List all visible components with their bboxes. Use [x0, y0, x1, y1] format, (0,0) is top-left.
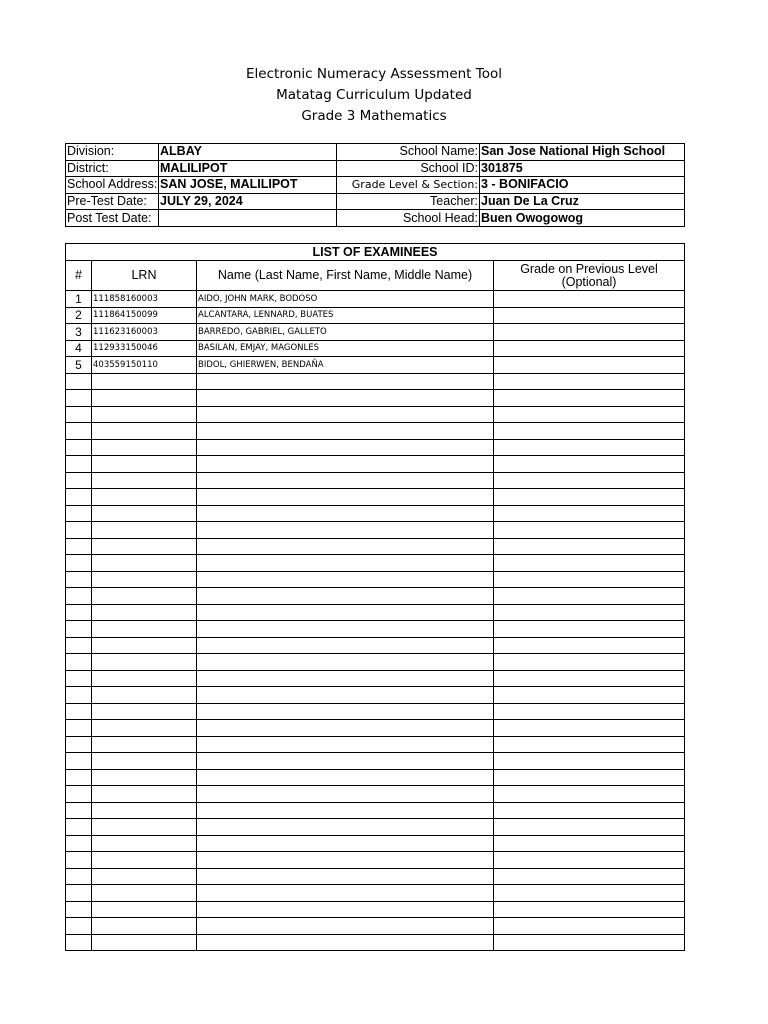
table-row	[66, 753, 685, 770]
name-cell[interactable]	[197, 423, 494, 440]
title-line-2: Matatag Curriculum Updated	[276, 87, 472, 103]
lrn-cell[interactable]	[92, 885, 197, 902]
table-row	[66, 769, 685, 786]
table-row	[66, 489, 685, 506]
name-cell[interactable]	[197, 918, 494, 935]
grade-section-label: Grade Level & Section:	[337, 177, 480, 194]
table-row	[66, 357, 685, 374]
previous-grade-cell[interactable]	[494, 852, 685, 869]
previous-grade-cell[interactable]	[494, 390, 685, 407]
title-line-3: Grade 3 Mathematics	[301, 108, 447, 124]
name-cell[interactable]	[197, 654, 494, 671]
table-row	[66, 522, 685, 539]
table-row	[66, 307, 685, 324]
previous-grade-cell[interactable]	[494, 555, 685, 572]
table-row	[66, 571, 685, 588]
division-value[interactable]: ALBAY	[159, 144, 337, 161]
previous-grade-cell[interactable]	[494, 918, 685, 935]
column-header-lrn: LRN	[92, 261, 197, 291]
school-id-value[interactable]: 301875	[480, 160, 685, 177]
previous-grade-cell[interactable]	[494, 868, 685, 885]
row-number-cell	[66, 901, 92, 918]
previous-grade-cell[interactable]	[494, 637, 685, 654]
table-row	[66, 703, 685, 720]
row-number-cell	[66, 753, 92, 770]
row-number-cell	[66, 423, 92, 440]
previous-grade-cell[interactable]	[494, 406, 685, 423]
table-row	[66, 423, 685, 440]
name-cell[interactable]: ALCANTARA, LENNARD, BUATES	[197, 307, 494, 324]
lrn-cell[interactable]	[92, 522, 197, 539]
previous-grade-cell[interactable]	[494, 769, 685, 786]
table-row	[66, 802, 685, 819]
table-row	[66, 538, 685, 555]
school-name-value[interactable]: San Jose National High School	[480, 144, 685, 161]
info-row	[66, 193, 685, 210]
previous-grade-cell[interactable]	[494, 373, 685, 390]
title-line-1: Electronic Numeracy Assessment Tool	[246, 66, 502, 82]
previous-grade-cell[interactable]	[494, 753, 685, 770]
info-row	[66, 160, 685, 177]
row-number-cell: 1	[66, 291, 92, 308]
name-cell[interactable]	[197, 885, 494, 902]
lrn-cell[interactable]	[92, 505, 197, 522]
previous-grade-cell[interactable]	[494, 291, 685, 308]
row-number-cell	[66, 654, 92, 671]
previous-grade-cell[interactable]	[494, 324, 685, 341]
row-number-cell	[66, 736, 92, 753]
row-number-cell	[66, 621, 92, 638]
row-number-cell	[66, 489, 92, 506]
lrn-cell[interactable]	[92, 373, 197, 390]
school-head-value[interactable]: Buen Owogowog	[480, 210, 685, 227]
row-number-cell	[66, 934, 92, 951]
lrn-cell[interactable]	[92, 489, 197, 506]
row-number-cell	[66, 786, 92, 803]
lrn-cell[interactable]	[92, 753, 197, 770]
previous-grade-cell[interactable]	[494, 522, 685, 539]
row-number-cell: 5	[66, 357, 92, 374]
lrn-cell[interactable]	[92, 423, 197, 440]
previous-grade-cell[interactable]	[494, 901, 685, 918]
row-number-cell: 3	[66, 324, 92, 341]
lrn-cell[interactable]	[92, 901, 197, 918]
list-heading: LIST OF EXAMINEES	[66, 244, 685, 261]
previous-grade-cell[interactable]	[494, 720, 685, 737]
table-row	[66, 885, 685, 902]
lrn-cell[interactable]	[92, 637, 197, 654]
pre-test-date-value[interactable]: JULY 29, 2024	[159, 193, 337, 210]
lrn-cell[interactable]	[92, 406, 197, 423]
lrn-cell[interactable]	[92, 670, 197, 687]
row-number-cell	[66, 868, 92, 885]
name-cell[interactable]	[197, 769, 494, 786]
table-row	[66, 819, 685, 836]
lrn-cell[interactable]: 403559150110	[92, 357, 197, 374]
district-value[interactable]: MALILIPOT	[159, 160, 337, 177]
name-cell[interactable]: BIDOL, GHIERWEN, BENDAÑA	[197, 357, 494, 374]
lrn-cell[interactable]	[92, 654, 197, 671]
row-number-cell	[66, 852, 92, 869]
name-cell[interactable]	[197, 571, 494, 588]
lrn-cell[interactable]	[92, 439, 197, 456]
name-cell[interactable]	[197, 621, 494, 638]
name-cell[interactable]	[197, 637, 494, 654]
table-row	[66, 621, 685, 638]
previous-grade-cell[interactable]	[494, 885, 685, 902]
previous-grade-cell[interactable]	[494, 505, 685, 522]
row-number-cell: 4	[66, 340, 92, 357]
name-cell[interactable]	[197, 802, 494, 819]
lrn-cell[interactable]	[92, 786, 197, 803]
column-header-number: #	[66, 261, 92, 291]
school-name-label: School Name:	[337, 144, 480, 161]
lrn-cell[interactable]	[92, 769, 197, 786]
table-row	[66, 637, 685, 654]
info-row	[66, 144, 685, 161]
row-number-cell	[66, 390, 92, 407]
row-number-cell	[66, 456, 92, 473]
name-cell[interactable]	[197, 390, 494, 407]
district-label: District:	[66, 160, 159, 177]
school-address-value[interactable]: SAN JOSE, MALILIPOT	[159, 177, 337, 194]
lrn-cell[interactable]: 111623160003	[92, 324, 197, 341]
document-title	[0, 64, 748, 127]
row-number-cell	[66, 522, 92, 539]
previous-grade-cell[interactable]	[494, 423, 685, 440]
name-cell[interactable]	[197, 406, 494, 423]
previous-grade-cell[interactable]	[494, 340, 685, 357]
previous-grade-cell[interactable]	[494, 703, 685, 720]
lrn-cell[interactable]	[92, 703, 197, 720]
lrn-cell[interactable]	[92, 852, 197, 869]
name-cell[interactable]	[197, 786, 494, 803]
table-row	[66, 439, 685, 456]
name-cell[interactable]	[197, 604, 494, 621]
table-row	[66, 373, 685, 390]
lrn-cell[interactable]	[92, 604, 197, 621]
name-cell[interactable]	[197, 901, 494, 918]
lrn-cell[interactable]	[92, 835, 197, 852]
row-number-cell	[66, 604, 92, 621]
table-row	[66, 918, 685, 935]
school-head-label: School Head:	[337, 210, 480, 227]
lrn-cell[interactable]	[92, 621, 197, 638]
name-cell[interactable]	[197, 819, 494, 836]
lrn-cell[interactable]	[92, 687, 197, 704]
lrn-cell[interactable]	[92, 555, 197, 572]
previous-grade-cell[interactable]	[494, 670, 685, 687]
lrn-cell[interactable]	[92, 588, 197, 605]
info-row	[66, 177, 685, 194]
row-number-cell	[66, 505, 92, 522]
name-cell[interactable]	[197, 753, 494, 770]
table-row	[66, 868, 685, 885]
teacher-label: Teacher:	[337, 193, 480, 210]
lrn-cell[interactable]	[92, 868, 197, 885]
name-cell[interactable]	[197, 538, 494, 555]
row-number-cell	[66, 802, 92, 819]
lrn-cell[interactable]: 111864150099	[92, 307, 197, 324]
name-cell[interactable]: AIDO, JOHN MARK, BODOSO	[197, 291, 494, 308]
lrn-cell[interactable]: 112933150046	[92, 340, 197, 357]
row-number-cell	[66, 406, 92, 423]
table-row	[66, 654, 685, 671]
name-cell[interactable]	[197, 703, 494, 720]
previous-grade-cell[interactable]	[494, 357, 685, 374]
row-number-cell: 2	[66, 307, 92, 324]
teacher-value[interactable]: Juan De La Cruz	[480, 193, 685, 210]
lrn-cell[interactable]	[92, 819, 197, 836]
table-row	[66, 670, 685, 687]
previous-grade-cell[interactable]	[494, 736, 685, 753]
table-row	[66, 720, 685, 737]
previous-grade-cell[interactable]	[494, 456, 685, 473]
name-cell[interactable]	[197, 687, 494, 704]
lrn-cell[interactable]	[92, 538, 197, 555]
row-number-cell	[66, 637, 92, 654]
table-row	[66, 291, 685, 308]
row-number-cell	[66, 835, 92, 852]
post-test-date-value[interactable]	[159, 210, 337, 227]
row-number-cell	[66, 687, 92, 704]
school-id-label: School ID:	[337, 160, 480, 177]
name-cell[interactable]	[197, 439, 494, 456]
previous-grade-cell[interactable]	[494, 835, 685, 852]
previous-grade-cell[interactable]	[494, 802, 685, 819]
name-cell[interactable]	[197, 588, 494, 605]
grade-section-value[interactable]: 3 - BONIFACIO	[480, 177, 685, 194]
division-label: Division:	[66, 144, 159, 161]
table-row	[66, 588, 685, 605]
column-header-name: Name (Last Name, First Name, Middle Name)	[197, 261, 494, 291]
name-cell[interactable]: BASILAN, EMJAY, MAGONLES	[197, 340, 494, 357]
info-row	[66, 210, 685, 227]
table-row	[66, 456, 685, 473]
previous-grade-cell[interactable]	[494, 439, 685, 456]
row-number-cell	[66, 571, 92, 588]
row-number-cell	[66, 720, 92, 737]
lrn-cell[interactable]	[92, 456, 197, 473]
previous-grade-cell[interactable]	[494, 621, 685, 638]
name-cell[interactable]	[197, 934, 494, 951]
previous-grade-cell[interactable]	[494, 819, 685, 836]
previous-grade-cell[interactable]	[494, 687, 685, 704]
table-row	[66, 852, 685, 869]
previous-grade-cell[interactable]	[494, 472, 685, 489]
row-number-cell	[66, 918, 92, 935]
name-cell[interactable]	[197, 489, 494, 506]
previous-grade-cell[interactable]	[494, 588, 685, 605]
column-header-grade: Grade on Previous Level (Optional)	[494, 261, 685, 291]
row-number-cell	[66, 885, 92, 902]
table-row	[66, 340, 685, 357]
previous-grade-cell[interactable]	[494, 786, 685, 803]
lrn-cell[interactable]	[92, 472, 197, 489]
previous-grade-cell[interactable]	[494, 654, 685, 671]
lrn-cell[interactable]	[92, 736, 197, 753]
lrn-cell[interactable]	[92, 720, 197, 737]
table-row	[66, 390, 685, 407]
table-row	[66, 505, 685, 522]
row-number-cell	[66, 472, 92, 489]
table-row	[66, 835, 685, 852]
row-number-cell	[66, 670, 92, 687]
name-cell[interactable]	[197, 835, 494, 852]
lrn-cell[interactable]	[92, 802, 197, 819]
school-address-label: School Address:	[67, 177, 158, 192]
table-row	[66, 901, 685, 918]
lrn-cell[interactable]	[92, 918, 197, 935]
row-number-cell	[66, 555, 92, 572]
table-row	[66, 687, 685, 704]
lrn-cell[interactable]	[92, 390, 197, 407]
name-cell[interactable]: BARREDO, GABRIEL, GALLETO	[197, 324, 494, 341]
lrn-cell[interactable]: 111858160003	[92, 291, 197, 308]
previous-grade-cell[interactable]	[494, 489, 685, 506]
name-cell[interactable]	[197, 852, 494, 869]
name-cell[interactable]	[197, 868, 494, 885]
row-number-cell	[66, 538, 92, 555]
examinees-table	[65, 243, 685, 951]
post-test-date-label: Post Test Date:	[66, 210, 159, 227]
row-number-cell	[66, 439, 92, 456]
table-row	[66, 324, 685, 341]
name-cell[interactable]	[197, 670, 494, 687]
previous-grade-cell[interactable]	[494, 307, 685, 324]
school-info-table	[65, 143, 685, 227]
table-row	[66, 934, 685, 951]
name-cell[interactable]	[197, 505, 494, 522]
table-row	[66, 555, 685, 572]
table-row	[66, 736, 685, 753]
name-cell[interactable]	[197, 736, 494, 753]
name-cell[interactable]	[197, 522, 494, 539]
name-cell[interactable]	[197, 472, 494, 489]
row-number-cell	[66, 819, 92, 836]
name-cell[interactable]	[197, 373, 494, 390]
name-cell[interactable]	[197, 720, 494, 737]
lrn-cell[interactable]	[92, 934, 197, 951]
previous-grade-cell[interactable]	[494, 538, 685, 555]
table-row	[66, 604, 685, 621]
row-number-cell	[66, 703, 92, 720]
lrn-cell[interactable]	[92, 571, 197, 588]
previous-grade-cell[interactable]	[494, 934, 685, 951]
row-number-cell	[66, 588, 92, 605]
name-cell[interactable]	[197, 555, 494, 572]
table-row	[66, 786, 685, 803]
previous-grade-cell[interactable]	[494, 604, 685, 621]
row-number-cell	[66, 373, 92, 390]
table-row	[66, 406, 685, 423]
pre-test-date-label: Pre-Test Date:	[66, 193, 159, 210]
row-number-cell	[66, 769, 92, 786]
name-cell[interactable]	[197, 456, 494, 473]
table-row	[66, 472, 685, 489]
previous-grade-cell[interactable]	[494, 571, 685, 588]
